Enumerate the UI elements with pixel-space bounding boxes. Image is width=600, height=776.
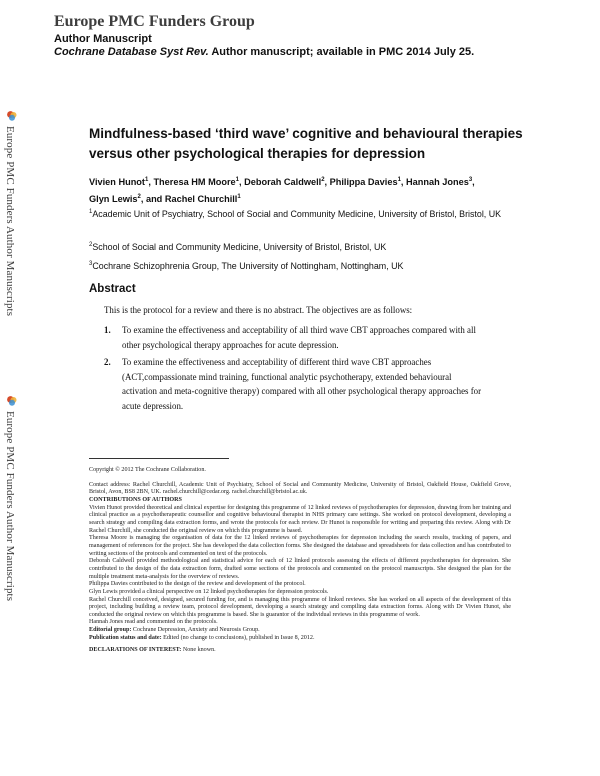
editorial-group-label: Editorial group: [89, 627, 132, 634]
author-name: Philippa Davies [329, 177, 398, 188]
author-separator: , and [140, 194, 165, 205]
contact-address: Contact address: Rachel Churchill, Academic Unit of Psychiatry, School of Social and Community Medicine, University of Bristol, Oakfield House, Oakfield Grove, Bristol, Avon, BS8 2BN, UK. rachel.churchill@cedar.org. rachel.churchill@bristol.ac.uk. [89, 481, 511, 496]
author-separator: , [472, 177, 475, 188]
author-affiliation-mark: 1 [397, 177, 401, 183]
author-name: Rachel Churchill [164, 194, 238, 205]
publication-status-value: Edited (no change to conclusions), published in Issue 8, 2012. [161, 634, 315, 641]
author-separator: , [238, 177, 245, 188]
objective-text: To examine the effectiveness and acceptability of all third wave CBT approaches compared with all other psychological therapy approaches for acute depression. [122, 325, 476, 350]
contribution-lewis: Glyn Lewis provided a clinical perspective on 12 linked psychotherapies for depression protocols. [89, 588, 329, 595]
publication-status [89, 635, 511, 643]
abstract-heading: Abstract [89, 283, 136, 295]
objective-item [104, 323, 482, 352]
journal-citation [54, 46, 474, 58]
contribution-caldwell: Deborah Caldwell provided methodological and statistical advice for each of 12 linked protocols assessing the effects of different psychotherapies for depression. She contributed to the design of the data extraction form, drafted some sections of the protocols and commented on the protocol manuscripts. She designed the plan for the multiple treatment meta-analysis for the overview of reviews. [89, 558, 511, 580]
affiliation [89, 205, 539, 222]
sidebar-text: Europe PMC Funders Author Manuscripts [4, 411, 16, 602]
contribution-davies: Philippa Davies contributed to the design of the review and development of the protocol. [89, 581, 306, 588]
author-name: Vivien Hunot [89, 177, 145, 188]
editorial-group [89, 627, 511, 635]
publication-status-label: Publication status and date: [89, 634, 162, 641]
contribution-jones: Hannah Jones read and commented on the protocols. [89, 619, 218, 626]
author-name: Hannah Jones [406, 177, 469, 188]
journal-name: Cochrane Database Syst Rev. [54, 46, 209, 58]
objective-item [104, 355, 482, 413]
author-affiliation-mark: 1 [144, 177, 149, 183]
footnote-divider [89, 458, 229, 459]
contribution-hunot: Vivien Hunot provided theoretical and clinical expertise for designing this programme of 12 linked reviews of psychotherapies for depression, drawing from her training and clinical practice as a psychotherapeutic counsellor and cognitive behavioural therapist in NHS primary care settings. She worked on protocol development, developing a search strategy and compiling data extraction forms, and wrote the protocols for each review. Dr Hunot is responsible for writing and preparing this review. Along with Dr Rachel Churchill, she conducted the original review on which this programme is based. [89, 504, 512, 534]
copyright-line: Copyright © 2012 The Cochrane Collaboration. [89, 467, 206, 473]
abstract-intro: This is the protocol for a review and there is no abstract. The objectives are as follows: [104, 305, 413, 315]
editorial-group-value: Cochrane Depression, Anxiety and Neurosis Group. [131, 627, 260, 634]
author-manuscript-label: Author Manuscript [54, 33, 152, 45]
objective-number: 2. [104, 357, 111, 367]
affiliation-text: School of Social and Community Medicine, University of Bristol, Bristol, UK [92, 241, 387, 252]
article-title: Mindfulness-based ‘third wave’ cognitive and behavioural therapies versus other psychological therapies for depression [89, 126, 523, 161]
contribution-moore: Theresa Moore is managing the organisation of data for the 12 linked reviews of psychotherapies for depression including the search results, tracking of papers, and management of references for the project. She has developed the data collection forms. She designed the database and spreadsheets for data collection and has contributed to writing sections of the protocols and commented on text of the protocols. [89, 535, 511, 557]
author-separator: , [400, 177, 407, 188]
author-affiliation-mark: 2 [321, 177, 325, 183]
author-separator: , [148, 177, 154, 188]
author-affiliation-mark: 2 [137, 194, 141, 201]
affiliation [89, 257, 539, 274]
contribution-churchill: Rachel Churchill conceived, designed, secured funding for, and is managing this programme of linked reviews. She has worked on all aspects of the development of this project, including building a review team, protocol development, developing a search strategy and compiling data extraction forms. Along with Dr Vivien Hunot, she conducted the original review on which this programme is based. She is guarantor of the individual reviews in this programme of work. [89, 596, 511, 618]
affiliation-number: 2 [89, 242, 93, 248]
author-affiliation-mark: 1 [237, 194, 241, 201]
objective-number: 1. [104, 325, 111, 335]
sidebar-watermark-bottom [0, 395, 22, 645]
europe-pmc-logo-icon [6, 110, 18, 122]
declarations [89, 647, 511, 655]
affiliation-number: 3 [89, 261, 93, 267]
availability-note: Author manuscript; available in PMC 2014 July 25. [208, 46, 475, 58]
author-affiliation-mark: 1 [235, 177, 239, 183]
declarations-value: None known. [181, 647, 216, 654]
funders-group-header: Europe PMC Funders Group [54, 13, 255, 30]
footnotes [89, 467, 511, 655]
europe-pmc-logo-icon [6, 395, 18, 407]
objective-text: To examine the effectiveness and acceptability of different third wave CBT approaches (ACT,compassionate mind training, functional analytic psychotherapy, extended behavioural activation and meta-cognitive therapy) compared with all other psychological therapy approaches for acute depression. [122, 357, 482, 411]
affiliation-text: Cochrane Schizophrenia Group, The University of Nottingham, Nottingham, UK [92, 260, 404, 271]
sidebar-text: Europe PMC Funders Author Manuscripts [4, 126, 16, 317]
affiliation-text: Academic Unit of Psychiatry, School of Social and Community Medicine, University of Bristol, Bristol, UK [92, 208, 502, 219]
author-affiliation-mark: 3 [468, 177, 473, 183]
affiliation-number: 1 [89, 209, 93, 215]
contributions-heading: CONTRIBUTIONS OF AUTHORS [89, 496, 182, 503]
author-name: Glyn Lewis [89, 194, 138, 205]
declarations-label: DECLARATIONS OF INTEREST: [89, 647, 182, 654]
author-separator: , [324, 177, 330, 188]
author-list [89, 173, 569, 207]
affiliation [89, 238, 539, 255]
author-name: Deborah Caldwell [244, 177, 322, 188]
author-name: Theresa HM Moore [153, 177, 236, 188]
sidebar-watermark-top [0, 110, 22, 360]
